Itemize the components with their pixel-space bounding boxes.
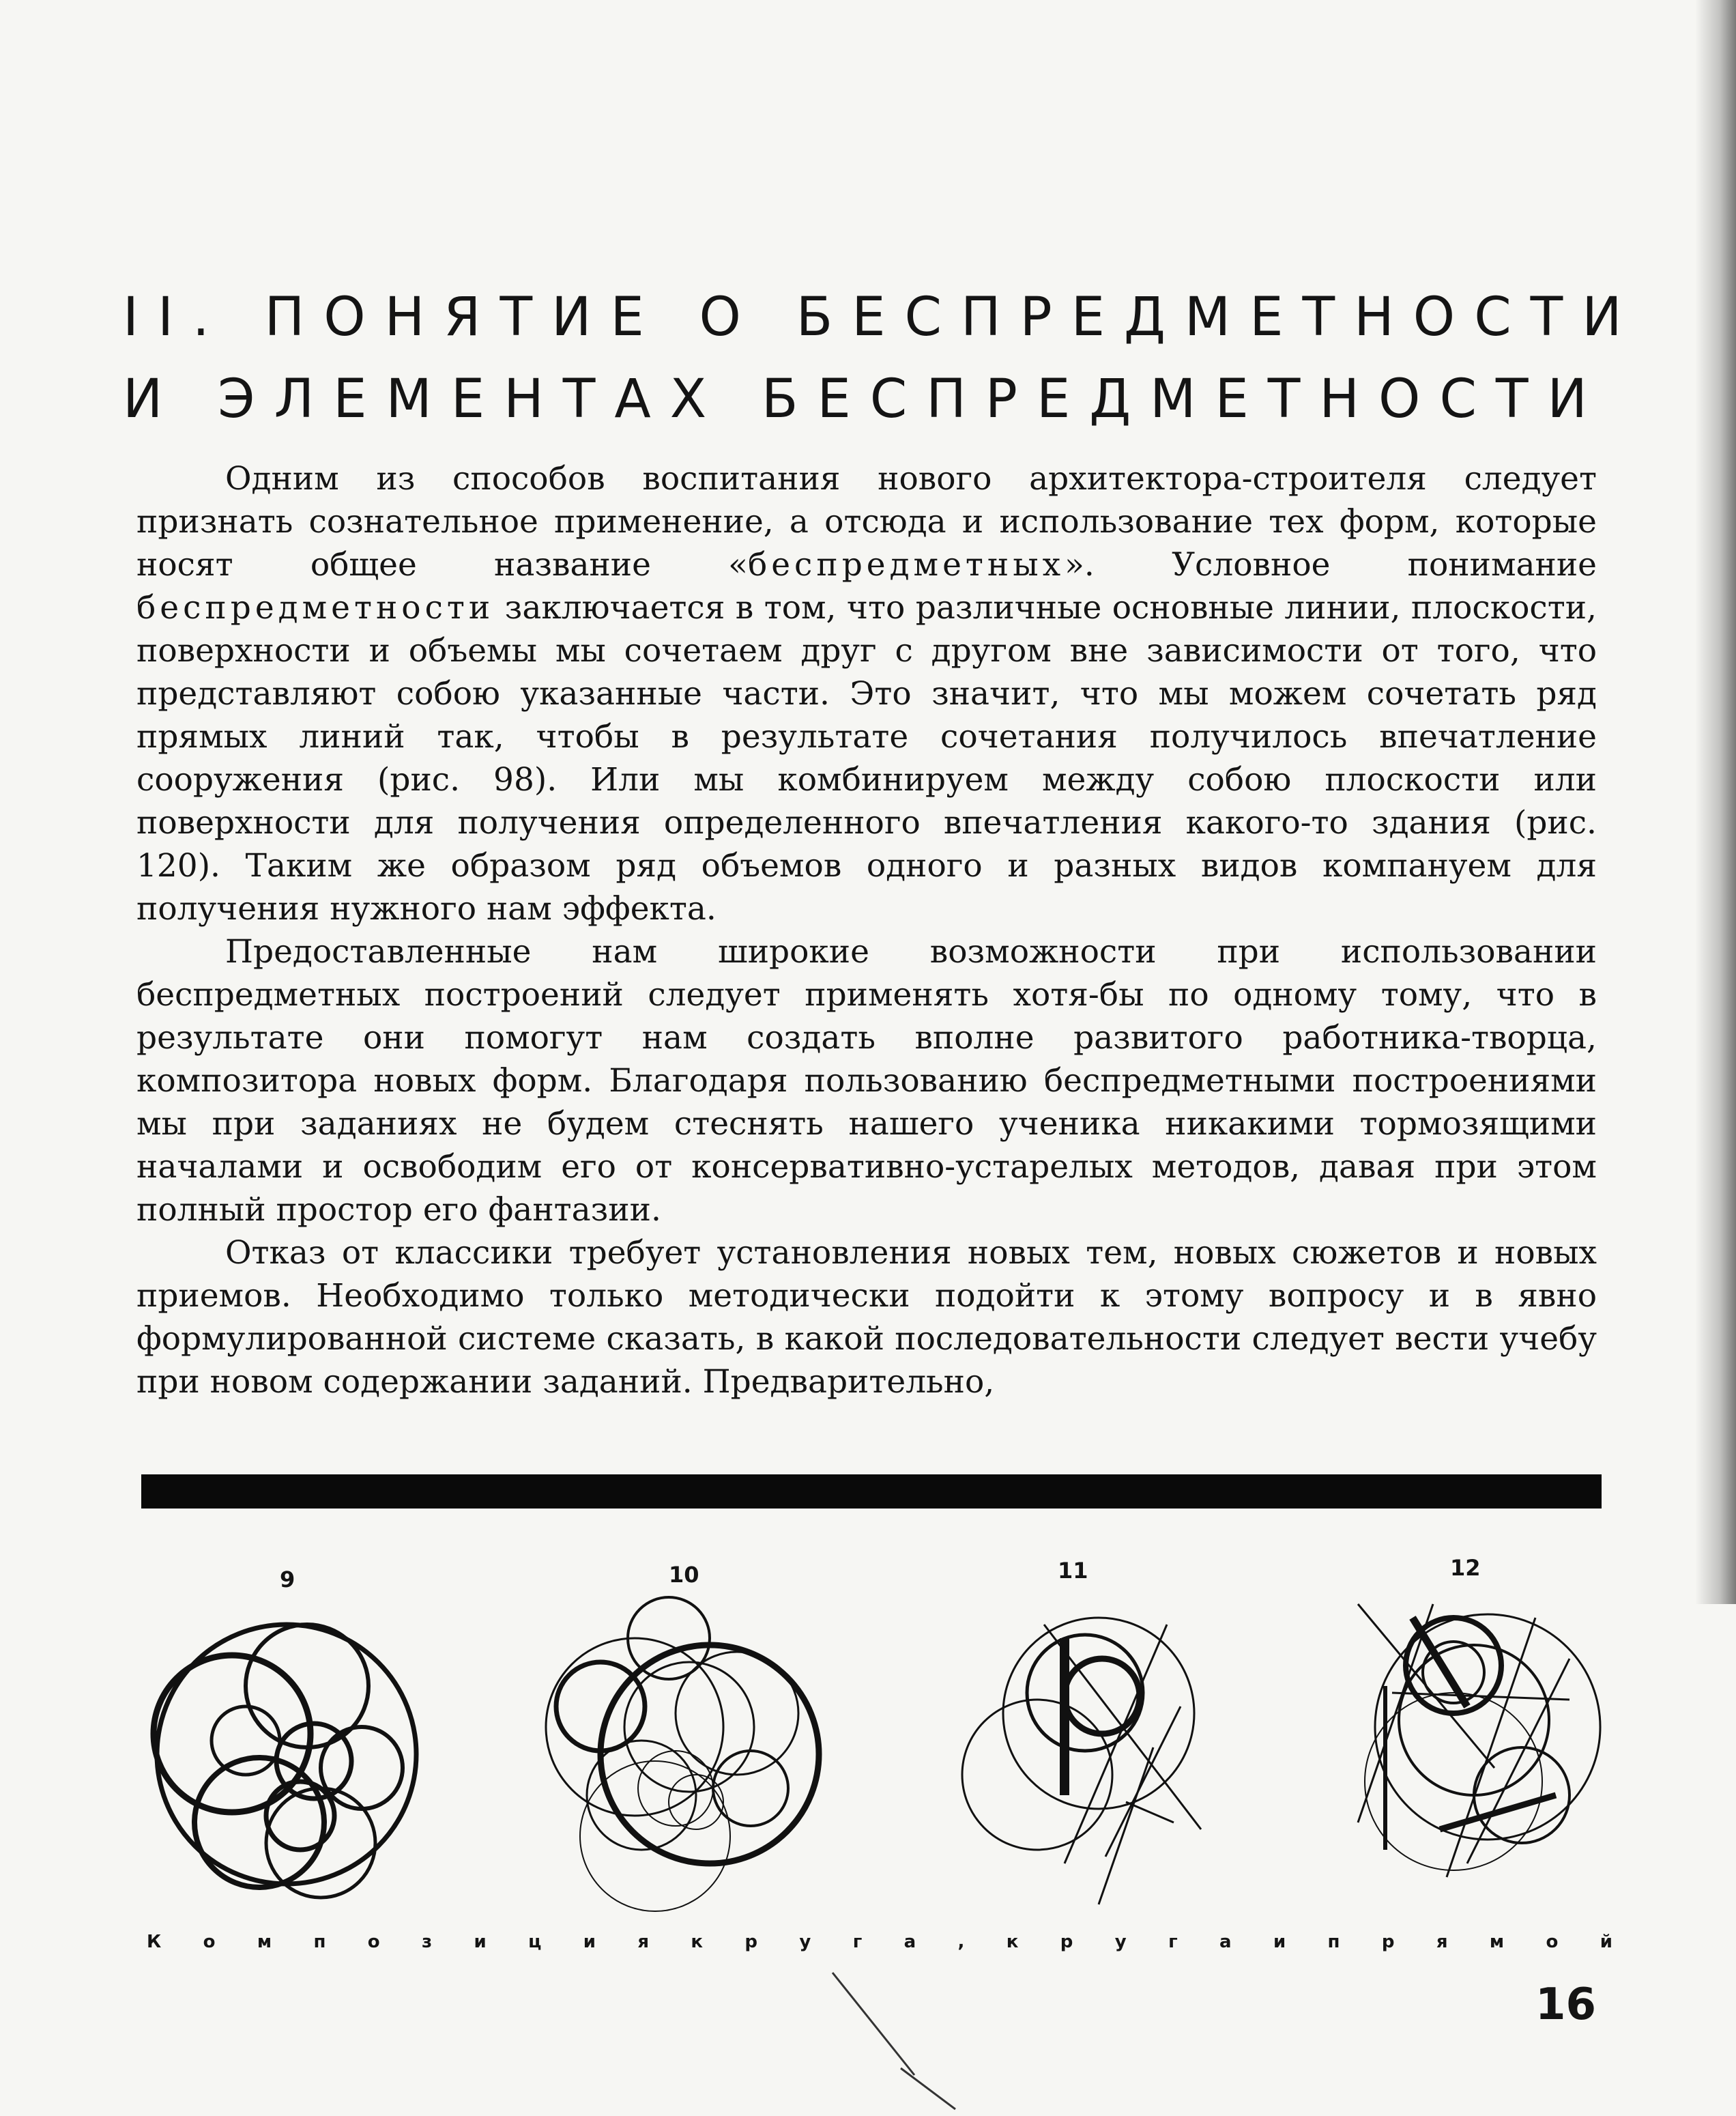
figure-9-number: 9 [280, 1567, 295, 1592]
paragraph-1-part-b: ». Условное понимание [1065, 546, 1597, 584]
paragraph-1 [136, 457, 1597, 930]
heading-line-2: И ЭЛЕМЕНТАХ БЕСПРЕДМЕТНОСТИ [123, 369, 1606, 430]
body-text [136, 457, 1597, 1403]
figure-12-number: 12 [1450, 1555, 1481, 1581]
paper-scratch-marks [805, 1966, 983, 2116]
figure-12-circles-and-lines [1331, 1590, 1624, 1918]
paragraph-1-part-c: заключается в том, что различные основные линии, плоскости, поверхности и объемы мы сочетаем друг с другом вне зависимости от того, что представляют собою указанные части. Это значит, что мы можем сочетать ряд прямых линий так, чтобы в результате сочетания получилось впечатление сооружения (рис. 98). Или мы комбинируем между собою плоскости или поверхности для получения определенного впечатления какого-то здания (рис. 120). Таким же образом ряд объемов одного и разных видов компануем для получения нужного нам эффекта. [136, 589, 1597, 928]
paragraph-2: Предоставленные нам широкие возможности при использовании беспредметных построений следует применять хотя-бы по одному тому, что в результате они помогут нам создать вполне развитого работника-творца, композитора новых форм. Благодаря пользованию беспредметными построениями мы при заданиях не будем стеснять нашего ученика никакими тормозящими началами и освободим его от консервативно-устарелых методов, давая при этом полный простор его фантазии. [136, 933, 1597, 1229]
black-divider-bar [141, 1474, 1602, 1509]
page-number: 16 [1535, 1979, 1596, 2030]
figure-11-circles-and-lines [942, 1597, 1228, 1918]
heading-line-1: II. ПОНЯТИЕ О БЕСПРЕДМЕТНОСТИ [123, 287, 1641, 348]
figure-11-number: 11 [1058, 1558, 1088, 1584]
spaced-term-bespredmetnosti: беспредметности [136, 589, 495, 627]
figures-row [136, 1543, 1610, 1939]
figure-9-circles [143, 1597, 430, 1925]
figure-caption: К о м п о з и ц и я к р у г а , к р у г а и п р я м о й [147, 1932, 1614, 1952]
paragraph-3: Отказ от классики требует установления новых тем, новых сюжетов и новых приемов. Необходимо только методически подойти к этому вопросу и в явно формулированной системе сказать, в какой последовательности следует вести учебу при новом содержании заданий. Предварительно, [136, 1234, 1597, 1401]
figure-10-circles [532, 1590, 833, 1932]
paragraph-1-part-a: Одним из способов воспитания нового архитектора-строителя следует признать сознательное применение, а отсюда и использование тех форм, которые носят общее название « [136, 460, 1597, 584]
chapter-heading [123, 276, 1641, 440]
figure-10-number: 10 [669, 1562, 699, 1588]
spaced-term-bespredmetnykh: беспредметных [747, 546, 1065, 584]
page-edge-shadow [1695, 0, 1736, 1604]
